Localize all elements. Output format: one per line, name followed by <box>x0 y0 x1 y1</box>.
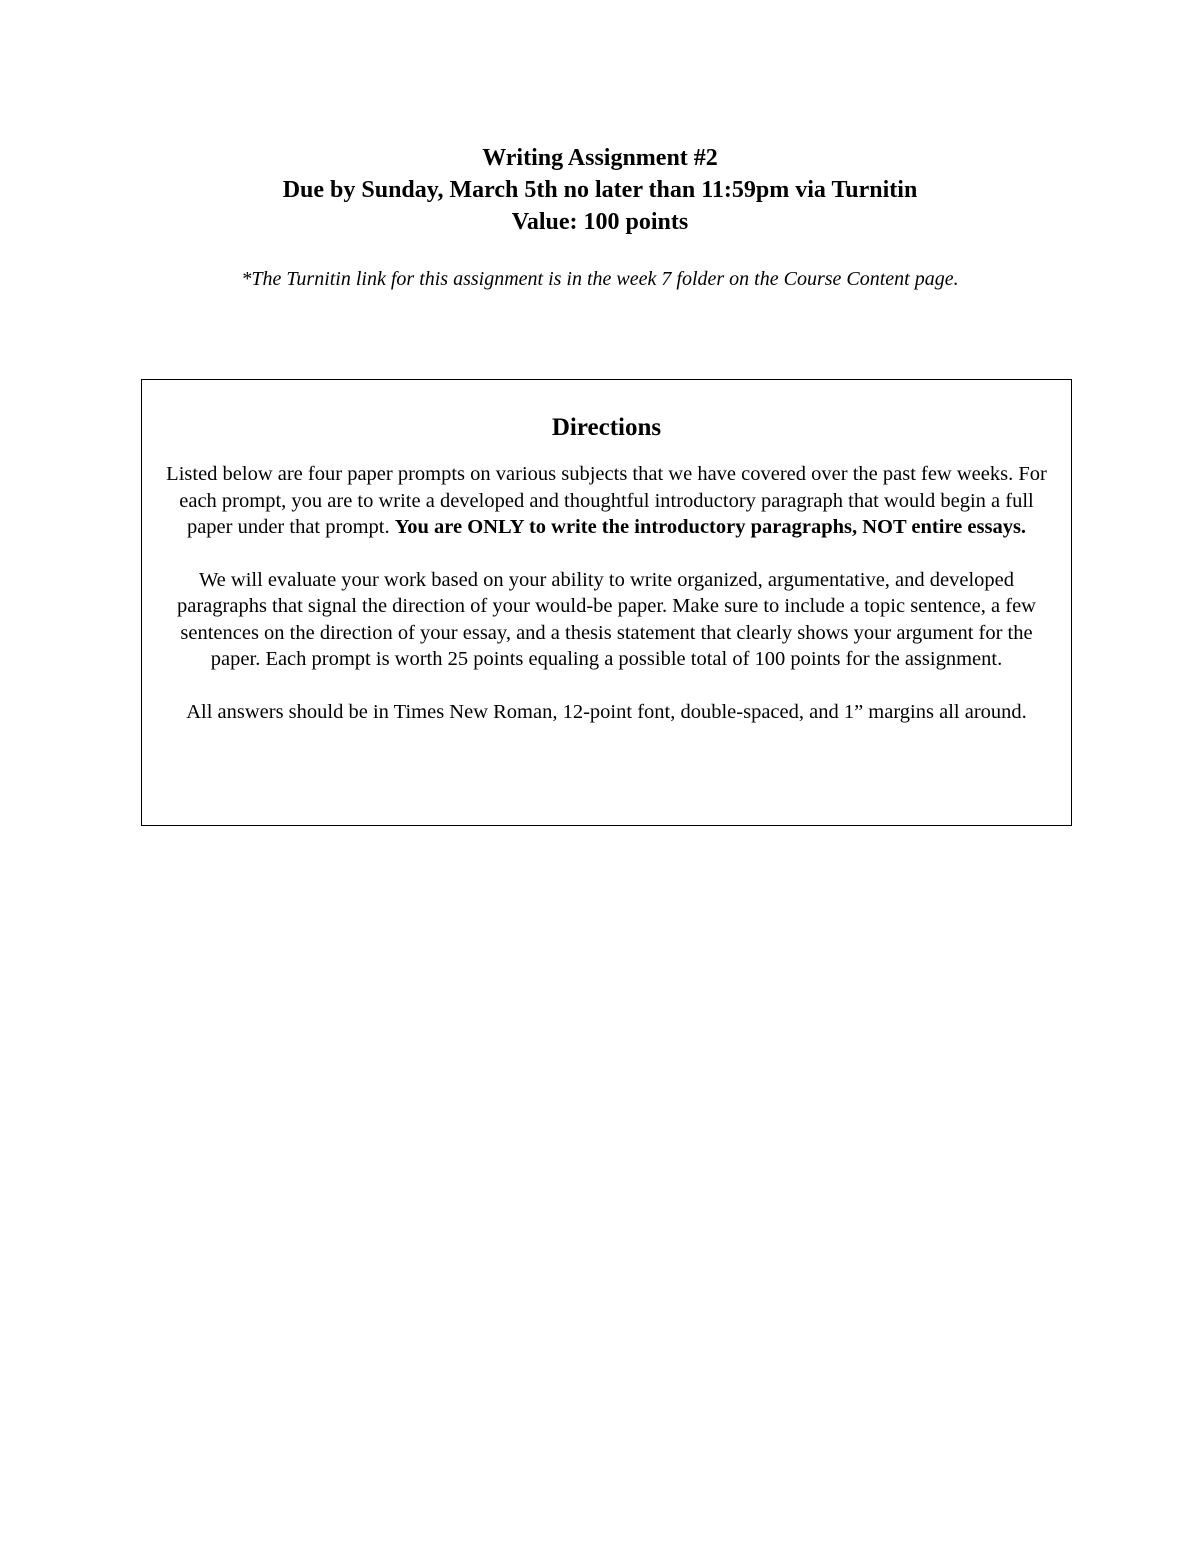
directions-paragraph-1-emphasis: You are ONLY to write the introductory paragraphs, NOT entire essays. <box>394 516 1027 538</box>
assignment-header <box>0 142 1200 292</box>
assignment-title: Writing Assignment #2 <box>482 145 718 171</box>
due-date: Due by Sunday, March 5th no later than 11:59pm via Turnitin <box>282 177 918 203</box>
point-value: Value: 100 points <box>511 209 689 235</box>
directions-box <box>141 379 1072 826</box>
directions-paragraph-1-text: Listed below are four paper prompts on various subjects that we have covered over the past few weeks. For each prompt, you are to write a developed and thoughtful introductory paragraph that would begin a full paper under that prompt. <box>166 463 1047 538</box>
turnitin-note: *The Turnitin link for this assignment is in the week 7 folder on the Course Content page. <box>241 268 959 290</box>
directions-title: Directions <box>551 414 662 441</box>
directions-paragraph-2: We will evaluate your work based on your ability to write organized, argumentative, and developed paragraphs that signal the direction of your would-be paper. Make sure to include a topic sentence, a few sentences on the direction of your essay, and a thesis statement that clearly shows your argument for the paper. Each prompt is worth 25 points equaling a possible total of 100 points for the assignment. <box>177 568 1036 670</box>
directions-paragraph-3: All answers should be in Times New Roman, 12-point font, double-spaced, and 1” margins all around. <box>186 700 1027 723</box>
directions-paragraph-1 <box>156 461 1057 541</box>
